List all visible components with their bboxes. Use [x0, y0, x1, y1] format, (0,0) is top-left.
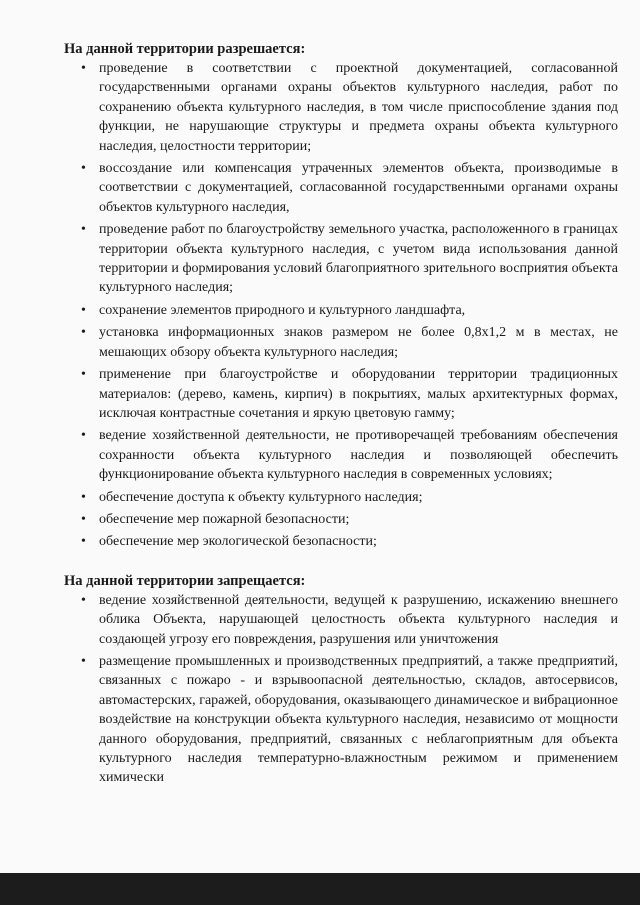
list-item	[62, 323, 618, 362]
list-item	[62, 488, 618, 507]
bullet-icon: •	[81, 489, 86, 505]
list-item-text: проведение в соответствии с проектной документацией, согласованной государственными органами охраны объектов культурного наследия, работ по сохранению объекта культурного наследия, в том числе приспособление здания под функции, не нарушающие структуры и предмета охраны объекта культурного наследия, целостности территории;	[99, 61, 618, 154]
bullet-icon: •	[81, 428, 86, 444]
list-item	[62, 591, 618, 649]
bullet-icon: •	[81, 592, 86, 608]
list-item-text: ведение хозяйственной деятельности, не противоречащей требованиям обеспечения сохранности объекта культурного наследия и позволяющей обеспечить функционирование объекта культурного наследия в современных условиях;	[99, 428, 618, 483]
bullet-icon: •	[81, 511, 86, 527]
bullet-icon: •	[81, 367, 86, 383]
allowed-heading: На данной территории разрешается:	[64, 41, 306, 57]
document-body	[62, 40, 618, 791]
prohibited-heading: На данной территории запрещается:	[64, 572, 306, 589]
bullet-icon: •	[81, 325, 86, 341]
bullet-icon: •	[81, 302, 86, 318]
list-item-text: обеспечение мер пожарной безопасности;	[99, 511, 350, 527]
list-item-text: проведение работ по благоустройству земельного участка, расположенного в границах территории объекта культурного наследия, с учетом вида использования данной территории и формирования условий благоприятного зрительного восприятия объекта культурного наследия;	[99, 222, 618, 296]
list-item	[62, 301, 618, 320]
list-item	[62, 365, 618, 423]
list-item	[62, 532, 618, 551]
list-item-text: размещение промышленных и производственных предприятий, а также предприятий, связанных с пожаро - и взрывоопасной деятельностью, складов, автосервисов, автомастерских, гаражей, оборудования, оказывающего динамическое и вибрационное воздействие на конструкции объекта культурного наследия, независимо от мощности данного оборудования, предприятий, связанных с неблагоприятным для объекта культурного наследия температурно-влажностным режимом и применением химически	[99, 653, 618, 786]
list-item-text: применение при благоустройстве и оборудовании территории традиционных материалов: (дерево, камень, кирпич) в покрытиях, малых архитектурных формах, исключая контрастные сочетания и яркую цветовую гамму;	[99, 367, 618, 421]
list-item-text: обеспечение доступа к объекту культурного наследия;	[99, 489, 423, 505]
list-item	[62, 652, 618, 788]
list-item-text: установка информационных знаков размером не более 0,8х1,2 м в местах, не мешающих обзору объекта культурного наследия;	[99, 325, 618, 360]
list-item-text: ведение хозяйственной деятельности, ведущей к разрушению, искажению внешнего облика Объекта, нарушающей целостность объекта культурного наследия и создающей угрозу его повреждения, разрушения или уничтожения	[99, 592, 618, 647]
bullet-icon: •	[81, 534, 86, 550]
list-item	[62, 59, 618, 156]
allowed-list	[62, 59, 618, 552]
list-item-text: сохранение элементов природного и культурного ландшафта,	[99, 302, 466, 318]
list-item	[62, 159, 618, 217]
list-item	[62, 426, 618, 484]
list-item-text: воссоздание или компенсация утраченных элементов объекта, производимые в соответствии с документацией, согласованной государственными органами охраны объектов культурного наследия,	[99, 161, 618, 215]
list-item	[62, 510, 618, 529]
bullet-icon: •	[81, 222, 86, 238]
list-item-text: обеспечение мер экологической безопасности;	[99, 534, 377, 550]
list-item	[62, 220, 618, 298]
scan-border	[0, 873, 640, 905]
prohibited-list	[62, 591, 618, 788]
bullet-icon: •	[81, 653, 86, 669]
bullet-icon: •	[81, 61, 86, 76]
bullet-icon: •	[81, 161, 86, 177]
